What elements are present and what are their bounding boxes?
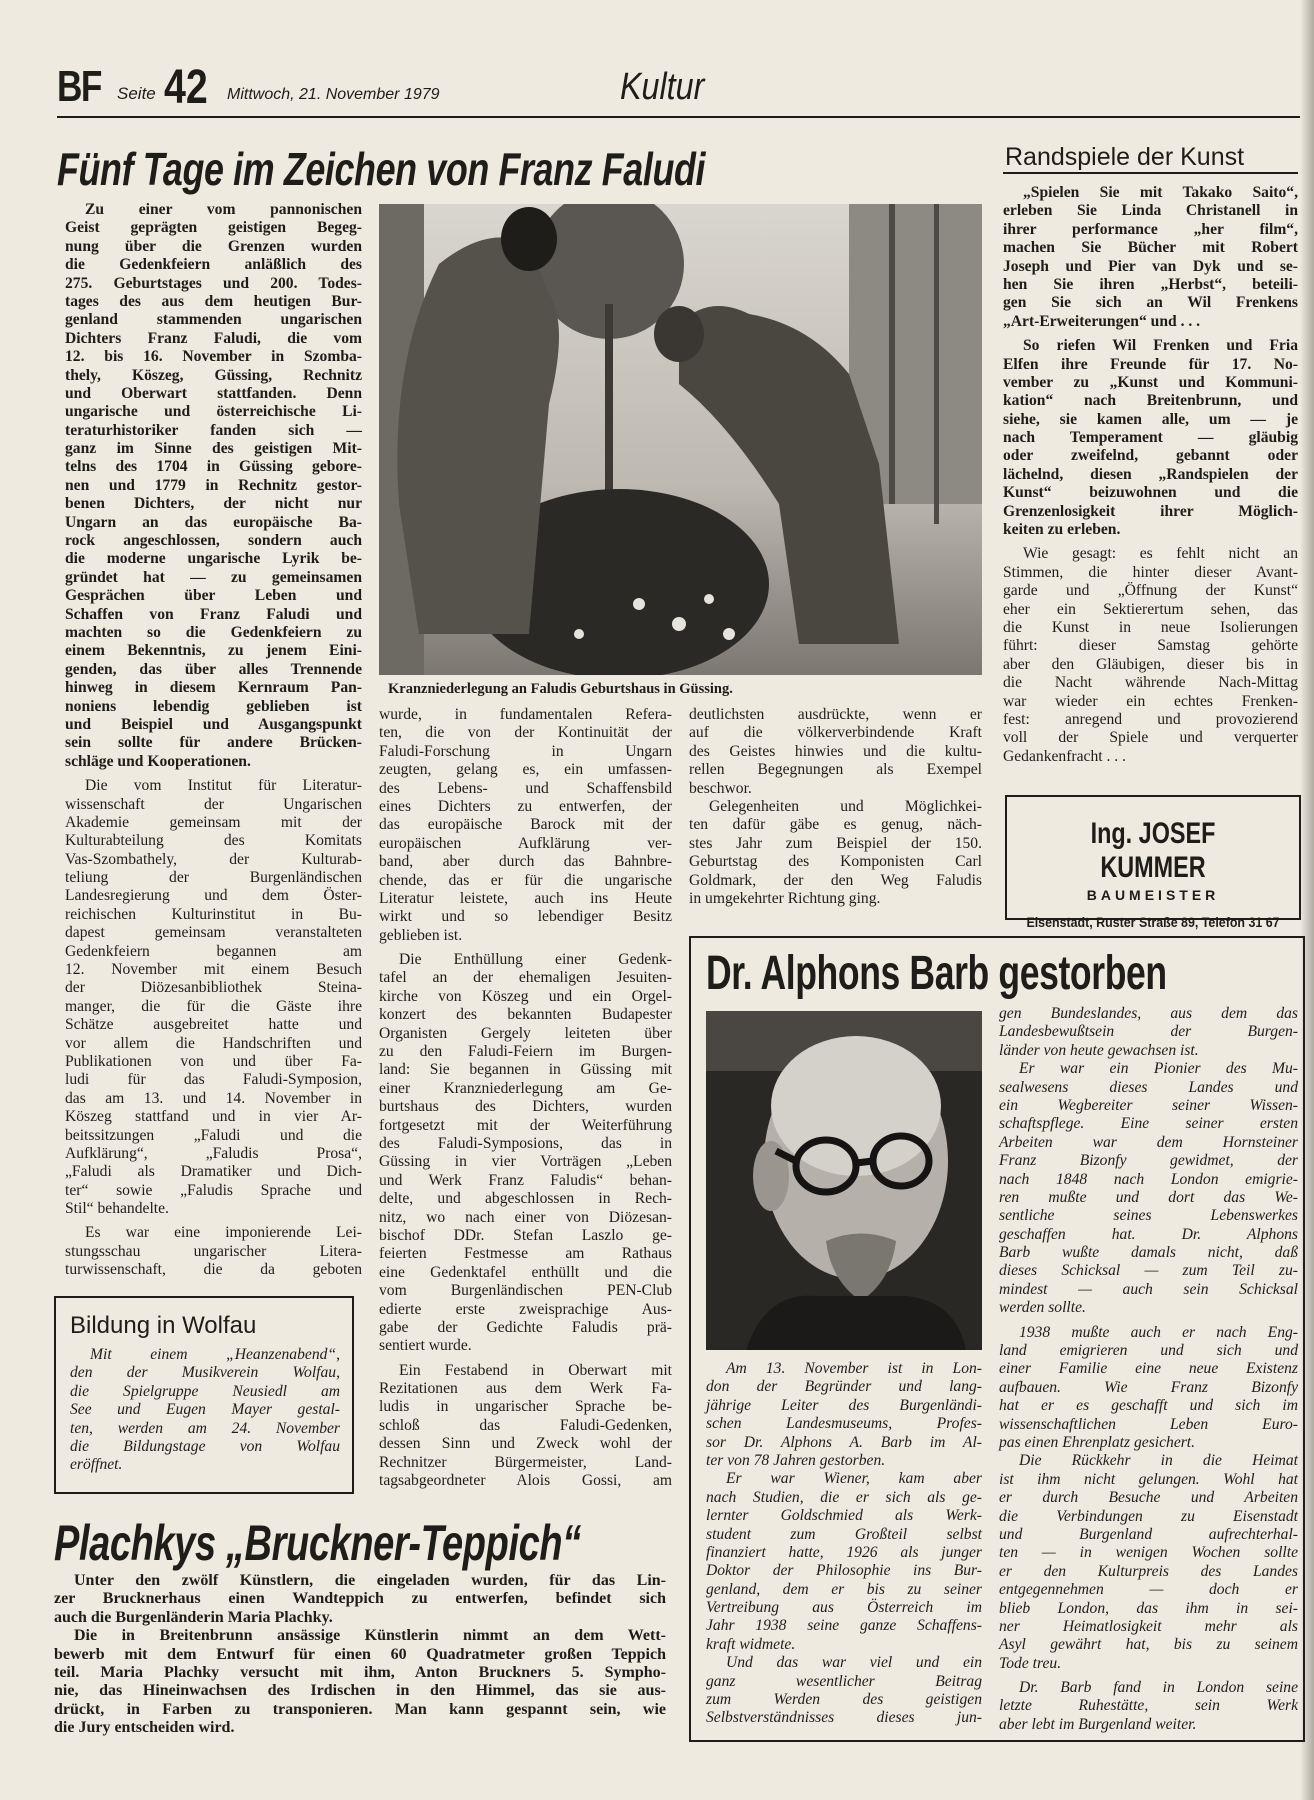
text-line: die Kunst in neue Isolierungen — [1003, 618, 1298, 636]
text-line: aber lebt im Burgenland weiter. — [999, 1715, 1197, 1733]
text-line: ihrer performance „her film“, — [1003, 220, 1298, 238]
text-line: war wieder ein echtes Frenken- — [1003, 692, 1298, 710]
text-line: noniens lebendig geblieben ist — [65, 697, 362, 715]
text-line: Grenzenlosigkeit ihrer Möglich- — [1003, 502, 1298, 520]
paragraph — [1003, 184, 1298, 331]
text-line: Die vom Institut für Literatur- — [85, 777, 362, 795]
text-line: vom Burgenländischen PEN-Club — [379, 1282, 672, 1300]
text-line: 1938 mußte auch er nach Eng- — [1019, 1323, 1298, 1341]
text-line: Geist geprägten geistigen Begeg- — [65, 219, 362, 237]
text-line: schen Landesmuseums, Profes- — [706, 1415, 982, 1433]
text-line: fortgesetzt mit der Weiterführung — [379, 1116, 672, 1134]
text-line: tagsabgeordneter Alois Gossi, am — [379, 1472, 672, 1490]
text-line: sealwesens dieses Landes und — [999, 1078, 1298, 1096]
text-line: Und das war viel und ein — [726, 1654, 982, 1672]
text-line: reichischen Kulturinstitut in Bu- — [65, 905, 362, 923]
text-line: machten so die Gedenkfeiern zu — [65, 623, 362, 641]
text-line: den der Musikverein Wolfau, — [70, 1364, 340, 1382]
text-line: die Spielgruppe Neusiedl am — [70, 1382, 340, 1400]
text-line: Gedenkfeiern begannen am — [65, 942, 362, 960]
text-line: aufbauen. Wie Franz Bizonfy — [999, 1378, 1298, 1396]
text-line: ludi für das Faludi-Symposion, — [65, 1071, 362, 1089]
text-line: europäischen Aufklärung ver- — [379, 834, 672, 852]
plachky-text — [54, 1572, 666, 1744]
text-line: wirkt und so lebendiger Besitz — [379, 908, 672, 926]
article-column-3 — [689, 706, 982, 914]
text-line: Mit einem „Heanzenabend“, — [90, 1346, 340, 1363]
text-line: nung über die Grenzen wurden — [65, 237, 362, 255]
text-line: die Jury entscheiden wird. — [54, 1719, 235, 1737]
paragraph — [379, 1362, 672, 1491]
randspiele-text — [1003, 184, 1298, 772]
text-line: deutlichsten ausdrückte, wenn er — [689, 706, 982, 723]
text-line: Dichters Franz Faludi, die vom — [65, 329, 362, 347]
text-line: dieses Schicksal — zum Teil zu- — [999, 1262, 1298, 1280]
text-line: Joseph und Pier van Dyk und se- — [1003, 257, 1298, 275]
text-line: tafel an der ehemaligen Jesuiten- — [379, 969, 672, 987]
text-line: kraft widmete. — [706, 1635, 796, 1653]
article-column-1 — [65, 201, 362, 1286]
text-line: hat er es geschafft und sich im — [999, 1397, 1298, 1415]
text-line: die Bildungstage von Wolfau — [70, 1437, 340, 1455]
obituary-column-left — [706, 1360, 982, 1734]
text-line: des Lebens- und Schaffensbild — [379, 779, 672, 797]
text-line: und Werk Franz Faludis“ behan- — [379, 1171, 672, 1189]
paragraph — [706, 1470, 982, 1654]
text-line: eine Gedenktafel enthüllt und die — [379, 1263, 672, 1281]
text-line: gen Sie sich an Wil Frenkens — [1003, 294, 1298, 312]
text-line: Arbeiten war dem Hornsteiner — [999, 1133, 1298, 1151]
text-line: Faludi-Forschung in Ungarn — [379, 742, 672, 760]
text-line: Landesregierung und dem Öster- — [65, 887, 362, 905]
text-line: zu den Faludi-Feiern im Burgen- — [379, 1043, 672, 1061]
notice-heading: Bildung in Wolfau — [70, 1312, 257, 1339]
text-line: schläge und Kooperationen. — [65, 752, 251, 770]
text-line: genland stammenden ungarischen — [65, 311, 362, 329]
advert-kummer — [1005, 795, 1301, 930]
text-line: land emigrieren und sich und — [999, 1342, 1298, 1360]
text-line: Elfen ihre Freunde für 17. No- — [1003, 355, 1298, 373]
text-line: machen Sie Bücher mit Robert — [1003, 239, 1298, 257]
text-line: finanziert hatte, 1926 als junger — [706, 1543, 982, 1561]
text-line: Gesprächen über Leben und — [65, 587, 362, 605]
text-line: Die in Breitenbrunn ansässige Künstlerin nimmt an dem Wett- — [74, 1627, 666, 1645]
obituary-column-right — [999, 1005, 1298, 1740]
text-line: wurde, in fundamentalen Refera- — [379, 706, 672, 723]
text-line: Stil“ behandelte. — [65, 1200, 169, 1218]
text-line: die Nacht währende Nach-Mittag — [1003, 674, 1298, 692]
text-line: und Beispiel und Ausgangspunkt — [65, 715, 362, 733]
text-line: 275. Geburtstages und 200. Todes- — [65, 274, 362, 292]
issue-date: Mittwoch, 21. November 1979 — [227, 86, 440, 103]
paragraph — [1003, 545, 1298, 766]
text-line: die Verbindungen zu Eisenstadt — [999, 1507, 1298, 1525]
text-line: eines Dichters zu entwerfen, der — [379, 797, 672, 815]
text-line: jährige Leiter des Burgenländi- — [706, 1396, 982, 1414]
paragraph — [689, 798, 982, 908]
paragraph — [999, 1679, 1298, 1734]
text-line: „Spielen Sie mit Takako Saito“, — [1023, 184, 1298, 201]
text-line: Ungarn an das europäische Ba- — [65, 513, 362, 531]
text-line: Franz Bizonfy gewidmet, der — [999, 1152, 1298, 1170]
text-line: nitz, wo nach einer von Diözesan- — [379, 1208, 672, 1226]
side-heading: Randspiele der Kunst — [1005, 143, 1245, 171]
text-line: lächelnd, diesen „Randspielen der — [1003, 465, 1298, 483]
paragraph — [65, 1224, 362, 1279]
text-line: kation“ nach Breitenbrunn, und — [1003, 392, 1298, 410]
text-line: 12. bis 16. November in Szomba- — [65, 348, 362, 366]
text-line: Rechnitzer Bürgermeister, Land- — [379, 1453, 672, 1471]
text-line: teraturhistoriker fanden sich — — [65, 421, 362, 439]
photo-caption: Kranzniederlegung an Faludis Geburtshaus in Güssing. — [388, 681, 733, 697]
text-line: beschwor. — [689, 779, 752, 797]
text-line: dapest gemeinsam veranstalteten — [65, 924, 362, 942]
text-line: Landesbewußtsein der Burgen- — [999, 1023, 1298, 1041]
text-line: student zum Großteil selbst — [706, 1525, 982, 1543]
text-line: vor allem die Handschriften und — [65, 1034, 362, 1052]
masthead-rule — [57, 116, 1300, 118]
text-line: Unter den zwölf Künstlern, die eingeladen wurden, für das Lin- — [74, 1572, 666, 1589]
text-line: Güssing in vier Vorträgen „Leben — [379, 1153, 672, 1171]
text-line: sentiert wurde. — [379, 1337, 472, 1355]
text-line: ten, werden am 24. November — [70, 1419, 340, 1437]
text-line: gabe der Gedichte Faludis prä- — [379, 1318, 672, 1336]
text-line: oder zweifelnd, gebannt oder — [1003, 447, 1298, 465]
text-line: Jahr 1938 seine ganze Schaffens- — [706, 1617, 982, 1635]
page-number: 42 — [164, 61, 208, 114]
text-line: rock angeschlossen, sondern auch — [65, 532, 362, 550]
text-line: rellen Begegnungen als Exempel — [689, 761, 982, 779]
text-line: einer Kranzniederlegung am Ge- — [379, 1079, 672, 1097]
paragraph — [999, 1005, 1298, 1060]
paragraph — [1003, 337, 1298, 539]
text-line: 12. November mit einem Besuch — [65, 961, 362, 979]
text-line: pas einen Ehrenplatz gesichert. — [999, 1433, 1196, 1451]
text-line: Organisten Gergely leiteten über — [379, 1024, 672, 1042]
text-line: Barb wußte damals nicht, daß — [999, 1244, 1298, 1262]
text-line: Vertreibung aus Österreich im — [706, 1599, 982, 1617]
text-line: wissenschaft der Ungarischen — [65, 795, 362, 813]
text-line: nach Studien, die er sich als ge- — [706, 1488, 982, 1506]
text-line: nach Temperament — gläubig — [1003, 429, 1298, 447]
text-line: See und Eugen Mayer gestal- — [70, 1401, 340, 1419]
text-line: Die Rückkehr in die Heimat — [1019, 1452, 1298, 1470]
text-line: das europäische Barock mit der — [379, 816, 672, 834]
text-line: Literatur leistete, auch ins Heute — [379, 889, 672, 907]
text-line: feierten Festmesse am Rathaus — [379, 1245, 672, 1263]
text-line: Schätze ausgebreitet hatte und — [65, 1016, 362, 1034]
text-line: erleben Sie Linda Christanell in — [1003, 202, 1298, 220]
text-line: das am 13. und 14. November in — [65, 1089, 362, 1107]
text-line: aber den Gläubigen, dieser bis in — [1003, 655, 1298, 673]
paragraph — [54, 1627, 666, 1737]
text-line: kirche von Köszeg und ein Orgel- — [379, 987, 672, 1005]
text-line: stungsschau ungarischer Litera- — [65, 1242, 362, 1260]
text-line: vember zu „Kunst und Kommuni- — [1003, 373, 1298, 391]
text-line: hinweg in diesem Kernraum Pan- — [65, 679, 362, 697]
text-line: Gedankenfracht . . . — [1003, 747, 1126, 765]
text-line: siehe, sie kamen alle, um — je — [1003, 410, 1298, 428]
obituary-headline: Dr. Alphons Barb gestorben — [706, 947, 1167, 1000]
text-line: „Faludi als Dramatiker und Dich- — [65, 1163, 362, 1181]
text-line: Rezitationen aus dem Werk Fa- — [379, 1380, 672, 1398]
text-line: edierte erste zweisprachige Aus- — [379, 1300, 672, 1318]
text-line: Es war eine imponierende Lei- — [85, 1224, 362, 1242]
text-line: Aufklärung“, „Faludis Prosa“, — [65, 1144, 362, 1162]
text-line: manger, die für die Gäste ihre — [65, 997, 362, 1015]
text-line: Wie gesagt: es fehlt nicht an — [1023, 545, 1298, 563]
paragraph — [999, 1060, 1298, 1317]
text-line: nach 1848 nach London emigrie- — [999, 1170, 1298, 1188]
text-line: teil. Maria Plachky versucht mit ihm, Anton Bruckners 5. Sympho- — [54, 1663, 666, 1681]
text-line: werden sollte. — [999, 1299, 1086, 1317]
text-line: Geburtstag des Komponisten Carl — [689, 853, 982, 871]
text-line: ter“ sowie „Faludis Sprache und — [65, 1181, 362, 1199]
paragraph — [999, 1324, 1298, 1453]
text-line: ten — in wenigen Wochen sollte — [999, 1544, 1298, 1562]
text-line: gründet hat — zu gemeinsamen — [65, 568, 362, 586]
text-line: nie, das Hineinwachsen des Irdischen in den Himmel, das sie aus- — [54, 1682, 666, 1700]
text-line: beitssitzungen „Faludi und die — [65, 1126, 362, 1144]
text-line: schaftspflege. Eine seiner ersten — [999, 1115, 1298, 1133]
text-line: und Oberwart stattfanden. Denn — [65, 384, 362, 402]
text-line: auf die völkerverbindende Kraft — [689, 724, 982, 742]
text-line: Dr. Barb fand in London seine — [1019, 1679, 1298, 1697]
text-line: geschaffen hat. Dr. Alphons — [999, 1225, 1298, 1243]
text-line: er den Kulturpreis des Landes — [999, 1562, 1298, 1580]
text-line: und Burgenland aufrechterhal- — [999, 1525, 1298, 1543]
paragraph — [65, 777, 362, 1218]
text-line: er durch Besuche und Arbeiten — [999, 1489, 1298, 1507]
text-line: burtshaus des Dichters, wurden — [379, 1098, 672, 1116]
text-line: Kulturabteilung des Komitats — [65, 832, 362, 850]
text-line: des Faludi-Symposions, das in — [379, 1134, 672, 1152]
text-line: ist ihm nicht gelungen. Wohl hat — [999, 1470, 1298, 1488]
text-line: mindest — auch sein Schicksal — [999, 1280, 1298, 1298]
text-line: tages des aus dem heutigen Bur- — [65, 292, 362, 310]
text-line: Stimmen, die hinter dieser Avant- — [1003, 563, 1298, 581]
paragraph — [689, 706, 982, 798]
section-title: Kultur — [620, 66, 705, 108]
text-line: konzert des bekannten Budapester — [379, 1006, 672, 1024]
paragraph — [70, 1346, 340, 1475]
text-line: ner Heimatlosigkeit mehr als — [999, 1617, 1298, 1635]
text-line: einem Bekenntnis, zu jenem Eini- — [65, 642, 362, 660]
plachky-headline: Plachkys „Bruckner-Teppich“ — [54, 1515, 581, 1571]
text-line: sor Dr. Alphons A. Barb im Al- — [706, 1433, 982, 1451]
text-line: land: Sie begannen in Güssing mit — [379, 1061, 672, 1079]
text-line: ren mußte und dort das We- — [999, 1188, 1298, 1206]
text-line: fest: anregend und provozierend — [1003, 710, 1298, 728]
text-line: auch die Burgenländerin Maria Plachky. — [54, 1608, 333, 1626]
text-line: wissenschaftlichen Leben Euro- — [999, 1415, 1298, 1433]
text-line: entgegennehmen — doch er — [999, 1581, 1298, 1599]
text-line: zer Brucknerhaus einen Wandteppich zu entwerfen, befindet sich — [54, 1590, 666, 1608]
text-line: Die Enthüllung einer Gedenk- — [399, 951, 672, 969]
paragraph — [54, 1572, 666, 1627]
advert-name: Ing. JOSEF KUMMER — [1090, 817, 1216, 884]
text-line: Akademie gemeinsam mit der — [65, 813, 362, 831]
text-line: dessen Sinn und Zweck wohl der — [379, 1435, 672, 1453]
text-line: einer Familie eine neue Existenz — [999, 1360, 1298, 1378]
paragraph — [706, 1360, 982, 1470]
text-line: nen und 1779 in Rechnitz gestor- — [65, 476, 362, 494]
text-line: Ein Festabend in Oberwart mit — [399, 1361, 672, 1379]
text-line: Kunst“ beizuwohnen und die — [1003, 484, 1298, 502]
text-line: So riefen Wil Frenken und Fria — [1023, 337, 1298, 355]
text-line: „Art-Erweiterungen“ und . . . — [1003, 312, 1201, 330]
text-line: Schaffen von Franz Faludi und — [65, 605, 362, 623]
text-line: Am 13. November ist in Lon- — [726, 1360, 982, 1377]
text-line: länder von heute gewachsen ist. — [999, 1041, 1199, 1059]
text-line: ungarische und österreichische Li- — [65, 403, 362, 421]
text-line: bewerb mit dem Entwurf für einen 60 Quadratmeter großen Teppich — [54, 1645, 666, 1663]
text-line: gen Bundeslandes, aus dem das — [999, 1005, 1298, 1022]
text-line: ganz im Sinne des geistigen Mit- — [65, 440, 362, 458]
text-line: ten, die von der Kontinuität der — [379, 724, 672, 742]
text-line: Publikationen von und über Fa- — [65, 1052, 362, 1070]
text-line: ludis in ungarischer Sprache be- — [379, 1398, 672, 1416]
text-line: ten dafür gäbe es genug, näch- — [689, 816, 982, 834]
text-line: chende, das er für die ungarische — [379, 871, 672, 889]
text-line: don der Begründer und lang- — [706, 1378, 982, 1396]
paragraph — [379, 706, 672, 945]
text-line: sentliche seines Lebenswerkes — [999, 1207, 1298, 1225]
paragraph — [999, 1452, 1298, 1673]
text-line: Tode treu. — [999, 1654, 1062, 1672]
text-line: des Geistes hinwies und die kultu- — [689, 742, 982, 760]
text-line: teliung der Burgenländischen — [65, 869, 362, 887]
text-line: zeugten, gelang es, ein umfassen- — [379, 761, 672, 779]
text-line: bischof DDr. Stefan Laszlo ge- — [379, 1226, 672, 1244]
text-line: ter von 78 Jahren gestorben. — [706, 1451, 886, 1469]
text-line: thely, Köszeg, Güssing, Rechnitz — [65, 366, 362, 384]
text-line: genland, dem er bis zu seiner — [706, 1580, 982, 1598]
text-line: benen Dichters, der nicht nur — [65, 495, 362, 513]
text-line: Asyl gewährt hat, bis zu seinem — [999, 1636, 1298, 1654]
text-line: in umgekehrter Richtung ging. — [689, 889, 881, 907]
portrait-photo — [706, 1011, 982, 1350]
advert-role: BAUMEISTER — [1086, 887, 1220, 903]
text-line: voll der Spiele und verquerter — [1003, 729, 1298, 747]
text-line: band, aber durch das Bahnbre- — [379, 853, 672, 871]
text-line: lernter Goldschmied als Werk- — [706, 1507, 982, 1525]
text-line: garde und „Öffnung der Kunst“ — [1003, 582, 1298, 600]
notice-text — [70, 1346, 340, 1481]
text-line: Er war Wiener, kam aber — [726, 1470, 982, 1488]
text-line: ein Wegbereiter seiner Wissen- — [999, 1096, 1298, 1114]
paper-logo: BF — [57, 62, 101, 111]
article-column-2 — [379, 706, 672, 1496]
text-line: ganz wesentlicher Beitrag — [706, 1672, 982, 1690]
text-line: eröffnet. — [70, 1456, 123, 1474]
text-line: die moderne ungarische Lyrik be- — [65, 550, 362, 568]
text-line: der Diözesanbibliothek Steina- — [65, 979, 362, 997]
article-headline: Fünf Tage im Zeichen von Franz Faludi — [57, 143, 706, 195]
paragraph — [379, 951, 672, 1356]
text-line: die Gedenkfeiern anläßlich des — [65, 256, 362, 274]
text-line: schloß das Faludi-Gedenken, — [379, 1416, 672, 1434]
side-heading-rule — [1003, 172, 1298, 174]
page-label: Seite — [117, 84, 156, 103]
text-line: geblieben ist. — [379, 926, 463, 944]
text-line: eher ein Sektierertum sehen, das — [1003, 600, 1298, 618]
text-line: Goldmark, der den Weg Faludis — [689, 871, 982, 889]
text-line: Vas-Szombathely, der Kulturab- — [65, 850, 362, 868]
advert-address: Eisenstadt, Ruster Straße 89, Telefon 31 67 — [1026, 915, 1280, 930]
text-line: letzte Ruhestätte, sein Werk — [999, 1697, 1298, 1715]
text-line: Zu einer vom pannonischen — [85, 201, 362, 218]
text-line: Gelegenheiten und Möglichkei- — [709, 797, 982, 815]
text-line: führt: dieser Samstag gehörte — [1003, 637, 1298, 655]
text-line: turwissenschaft, die da geboten — [65, 1261, 362, 1279]
text-line: delte, und abgeschlossen in Rech- — [379, 1190, 672, 1208]
text-line: sein sollte für andere Brücken- — [65, 734, 362, 752]
photo-wreath-laying — [379, 204, 982, 675]
text-line: Doktor der Philosophie ins Bur- — [706, 1562, 982, 1580]
text-line: Köszeg stattfand und in vier Ar- — [65, 1108, 362, 1126]
text-line: drückt, in Farben zu transponieren. Man kann gespannt sein, wie — [54, 1700, 666, 1718]
text-line: Selbstverständnisses dieses jun- — [706, 1709, 982, 1727]
paragraph — [65, 201, 362, 771]
text-line: stes Jahr zum Beispiel der 150. — [689, 834, 982, 852]
text-line: hen Sie ihren „Herbst“, beteili- — [1003, 275, 1298, 293]
text-line: genden, das über alles Trennende — [65, 660, 362, 678]
text-line: blieb London, das ihm in sei- — [999, 1599, 1298, 1617]
text-line: Er war ein Pionier des Mu- — [1019, 1060, 1298, 1078]
text-line: keiten zu erleben. — [1003, 521, 1121, 539]
text-line: telns des 1704 in Güssing gebore- — [65, 458, 362, 476]
text-line: zum Werden des geistigen — [706, 1691, 982, 1709]
paragraph — [706, 1654, 982, 1728]
